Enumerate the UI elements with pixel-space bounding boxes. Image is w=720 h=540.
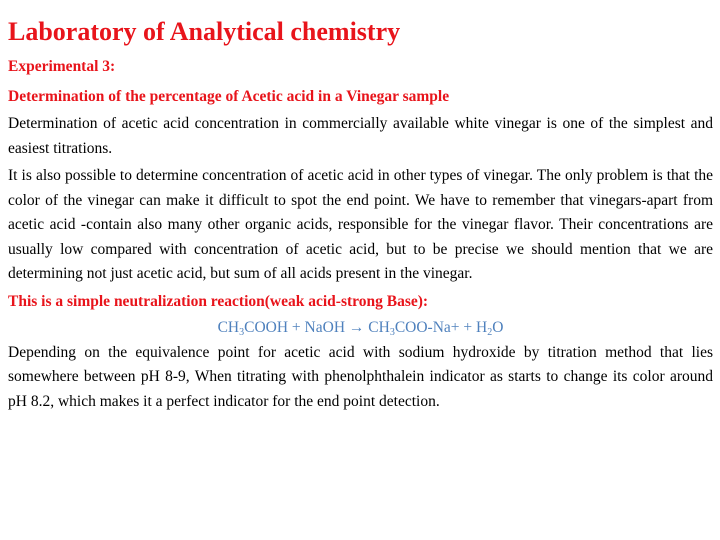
acetic-acid-subscript: 3	[239, 326, 245, 338]
reaction-heading: This is a simple neutralization reaction(weak acid-strong Base):	[8, 292, 429, 310]
water-subscript: 2	[487, 326, 493, 338]
chemical-equation	[8, 315, 713, 341]
sodium-acetate-subscript: 3	[389, 326, 395, 338]
intro-paragraph: Determination of acetic acid concentration in commercially available white vinegar is one of the simplest and easiest titrations.	[8, 115, 713, 157]
sodium-acetate-ch: CH	[368, 318, 390, 336]
plus-sign-1: +	[288, 318, 305, 336]
plus-sign-2: +	[459, 318, 477, 336]
water-h: H	[476, 318, 488, 336]
experiment-subtitle: Determination of the percentage of Acetic acid in a Vinegar sample	[8, 88, 450, 105]
page-title: Laboratory of Analytical chemistry	[8, 17, 401, 46]
sodium-hydroxide: NaOH	[304, 318, 346, 336]
water-o: O	[492, 318, 504, 336]
experiment-label: Experimental 3:	[8, 58, 116, 75]
reaction-arrow: →	[345, 318, 369, 336]
vinegar-paragraph: It is also possible to determine concentration of acetic acid in other types of vinegar. The only problem is that the color of the vinegar can make it difficult to spot the end point. We have to remember that vinegars-apart from acetic acid -contain also many other organic acids, responsible for the vinegar flavor. Their concentrations are usually low compared with concentration of acetic acid, but to be precise we should mention that we are determining not just acetic acid, but sum of all acids present in the vinegar.	[8, 167, 713, 282]
acetic-acid-cooh: COOH	[244, 318, 289, 336]
equivalence-paragraph: Depending on the equivalence point for acetic acid with sodium hydroxide by titration method that lies somewhere between pH 8-9, When titrating with phenolphthalein indicator as starts to change its color around pH 8.2, which makes it a perfect indicator for the end point detection.	[8, 343, 713, 410]
acetic-acid-ch: CH	[217, 318, 240, 336]
sodium-acetate-coo: COO-Na+	[394, 318, 460, 336]
